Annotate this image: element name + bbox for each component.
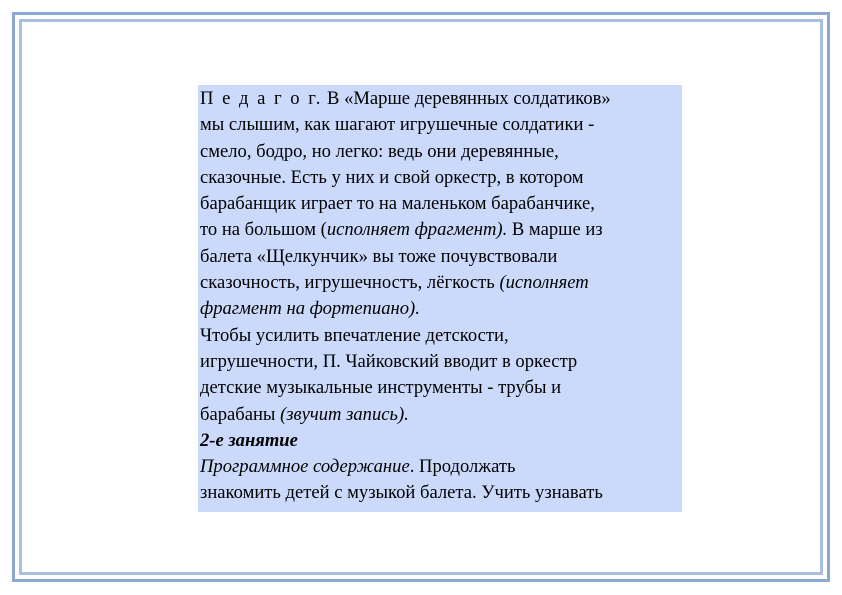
text-line (200, 428, 682, 454)
text-run: 2-е занятие (200, 429, 298, 451)
text-run: мы слышим, как шагают игрушечные солдатики - (200, 114, 595, 136)
text-run: . Продолжать (409, 456, 516, 478)
text-line (200, 454, 682, 480)
text-run: знакомить детей с музыкой балета. Учить узнавать (200, 482, 603, 504)
text-run: (звучит запись). (280, 403, 409, 425)
text-line (200, 86, 682, 112)
text-line (200, 270, 682, 296)
text-run: (исполняет (499, 272, 589, 294)
text-run: П е д а г о г. (200, 88, 323, 109)
text-run: игрушечности, П. Чайковский вводит в оркестр (200, 350, 578, 372)
text-line (200, 402, 682, 428)
text-line (200, 480, 682, 506)
text-line (200, 139, 682, 165)
text-run: В марше из (507, 219, 603, 241)
slide-text-block (198, 85, 682, 512)
text-line (200, 375, 682, 401)
text-run: Программное содержание (200, 456, 410, 478)
text-line (200, 296, 682, 322)
text-run: то на большом ( (200, 219, 327, 241)
text-line (200, 112, 682, 138)
text-run: детские музыкальные инструменты - трубы и (200, 377, 562, 399)
text-line (200, 217, 682, 243)
text-line (200, 244, 682, 270)
text-line (200, 191, 682, 217)
text-run: смело, бодро, но легко: ведь они деревянные, (200, 140, 559, 162)
text-run: исполняет фрагмент). (326, 219, 508, 241)
text-run: фрагмент на фортепиано). (200, 298, 420, 320)
text-run: сказочность, игрушечностъ, лёгкость (200, 272, 500, 294)
text-line (200, 323, 682, 349)
text-run: сказочные. Есть у них и свой оркестр, в котором (200, 166, 584, 188)
text-run: балета «Щелкунчик» вы тоже почувствовали (200, 245, 558, 267)
text-line (200, 349, 682, 375)
text-run: барабанщик играет то на маленьком барабанчике, (200, 193, 595, 215)
text-line (200, 165, 682, 191)
text-run: В «Марше деревянных солдатиков» (322, 88, 611, 109)
text-run: барабаны (200, 403, 281, 425)
text-run: Чтобы усилить впечатление детскости, (200, 324, 509, 346)
